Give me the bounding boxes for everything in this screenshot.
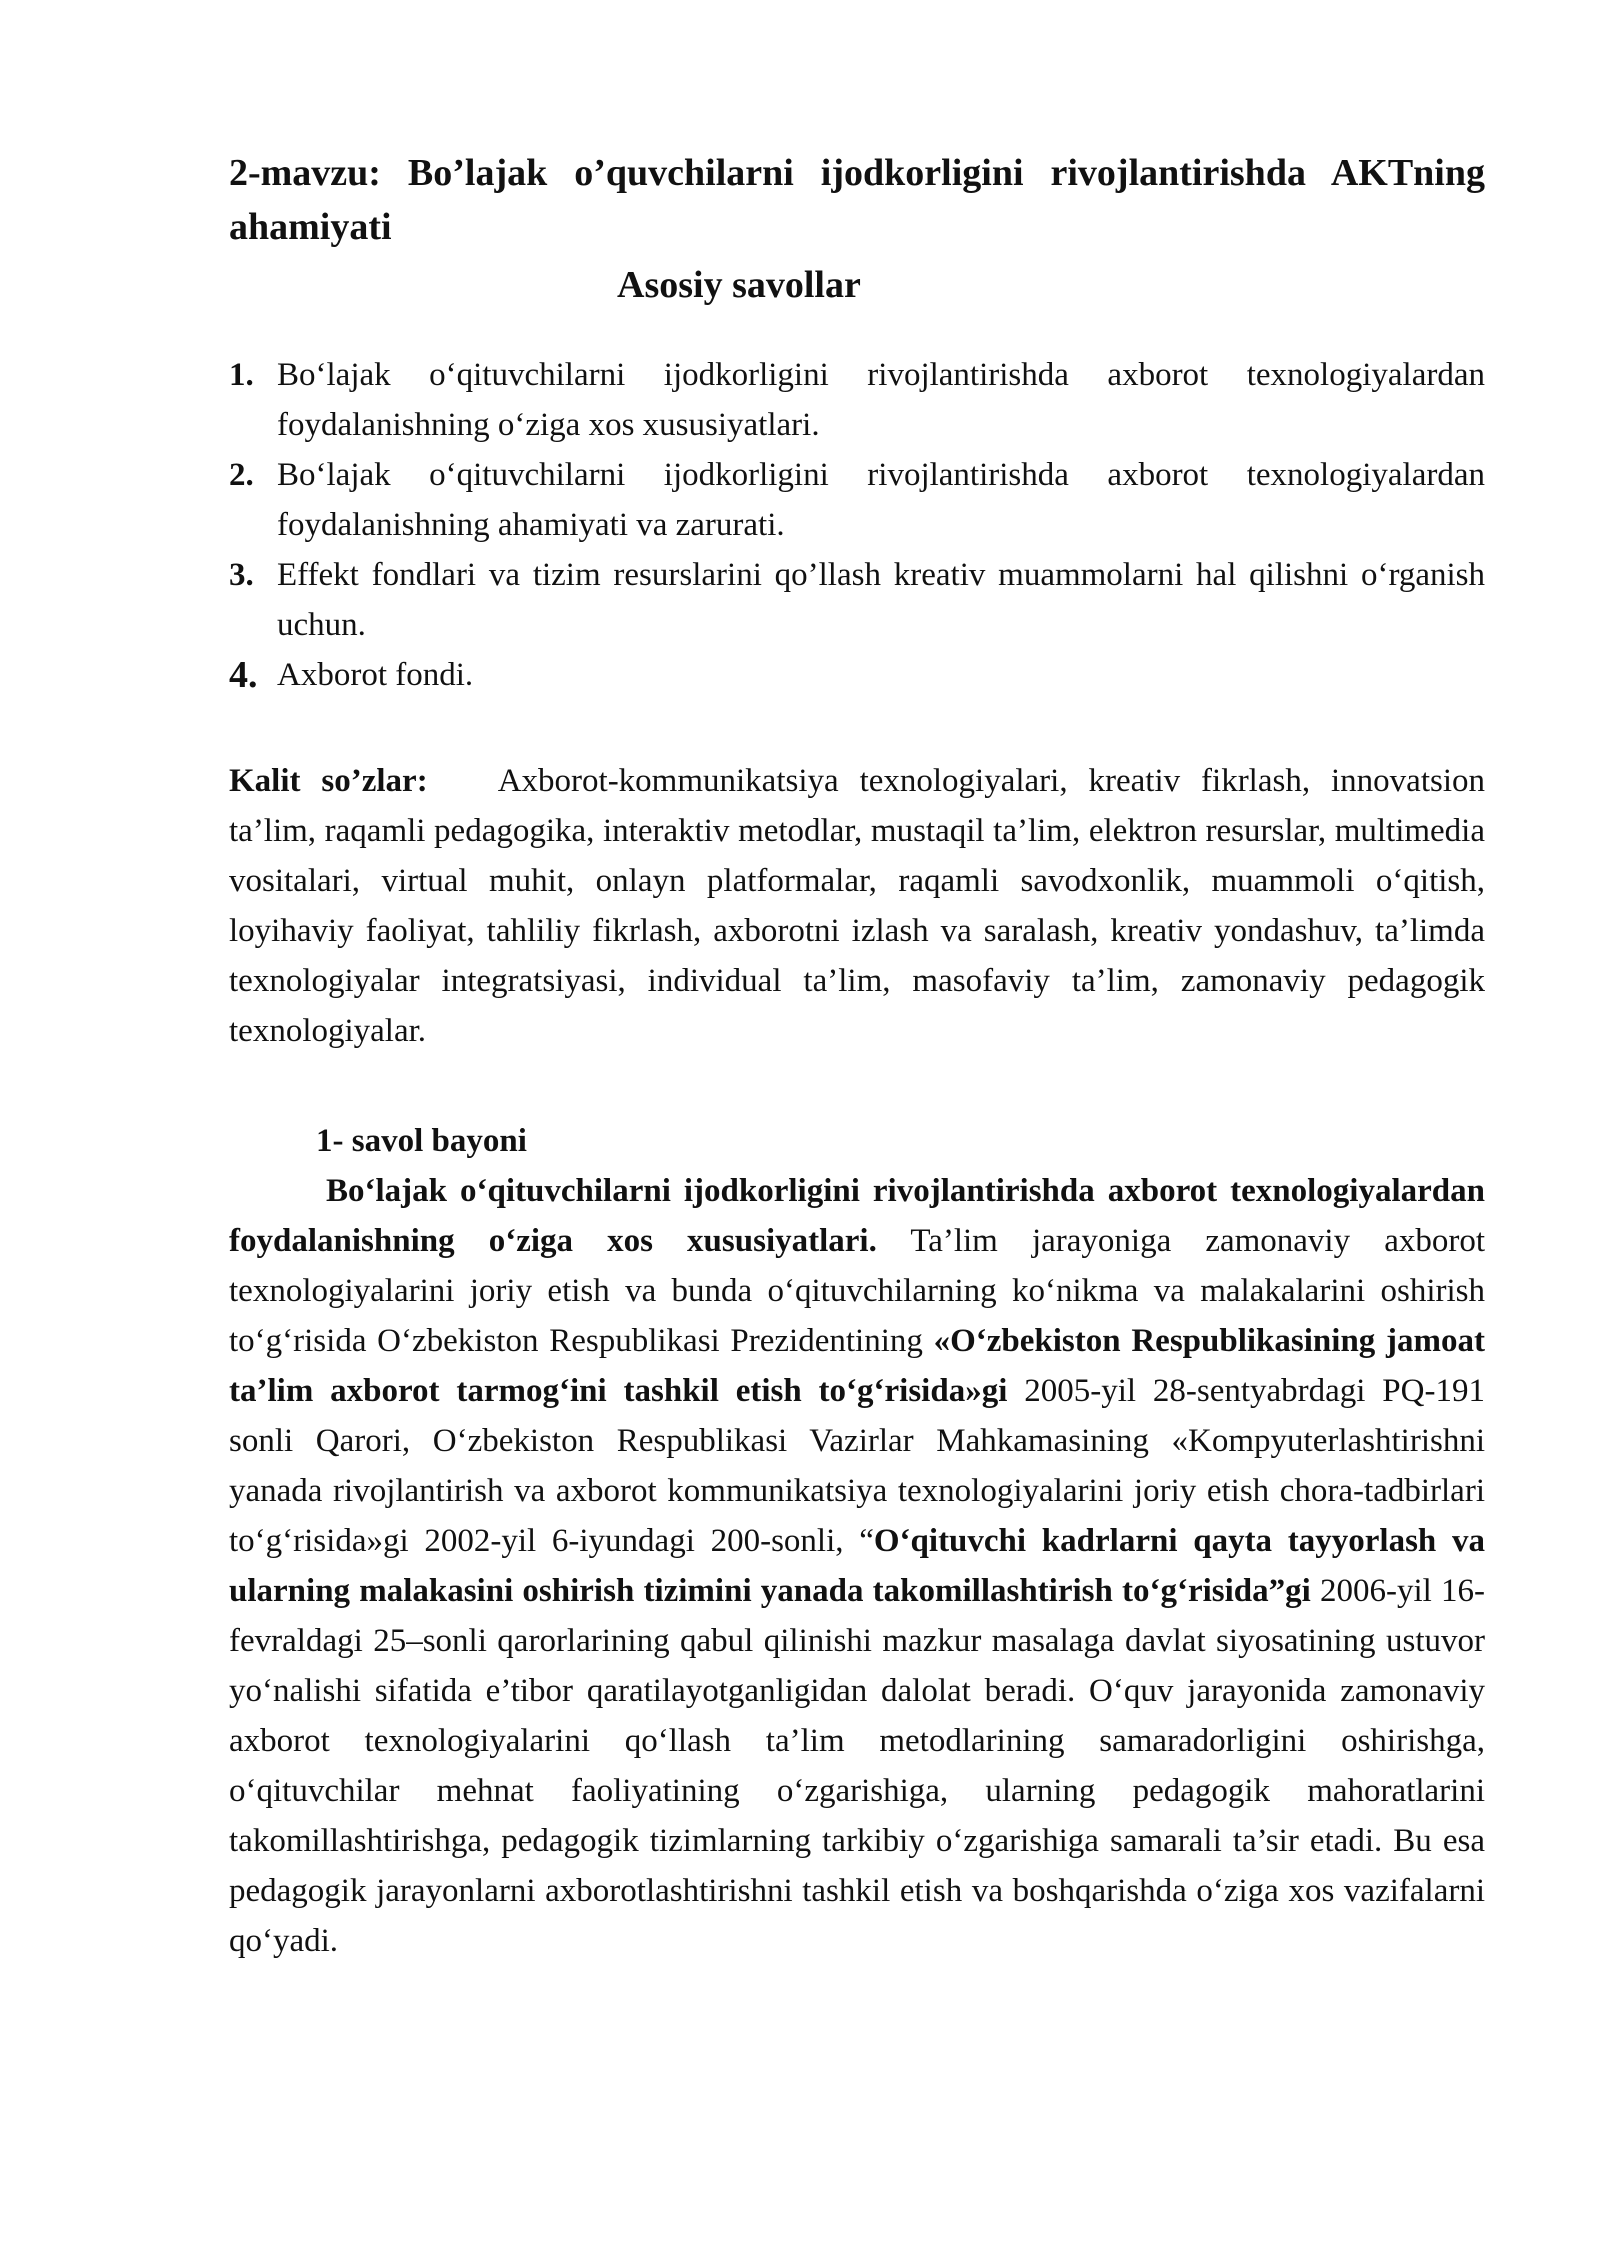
paragraph-bold-decree-title: «Oʻzbekiston Respublikasining jamoat ta’lim axborot tarmogʻini tashkil etish toʻgʻrisida»gi [229, 1323, 1485, 1409]
keywords-paragraph [229, 756, 1485, 1056]
question-number: 3. [229, 557, 254, 593]
question-text: Axborot fondi. [277, 657, 474, 693]
questions-list [229, 350, 1485, 700]
topic-title: 2-mavzu: Bo’lajak o’quvchilarni ijodkorligini rivojlantirishda AKTning ahamiyati [229, 152, 1485, 248]
paragraph-text: 2006-yil 16-fevraldagi 25–sonli qarorlarining qabul qilinishi mazkur masalaga davlat siyosatining ustuvor yoʻnalishi sifatida e’tibor qaratilayotganligidan dalolat beradi. Oʻquv jarayonida zamonaviy axborot texnologiyalarini qoʻllash ta’lim metodlarining samaradorligini oshirishga, oʻqituvchilar mehnat faoliyatining oʻzgarishiga, ularning pedagogik mahoratlarini takomillashtirishga, pedagogik tizimlarning tarkibiy oʻzgarishiga samarali ta’sir etadi. Bu esa pedagogik jarayonlarni axborotlashtirishni tashkil etish va boshqarishda oʻziga xos vazifalarni qoʻyadi. [229, 1573, 1485, 1959]
paragraph-text: 2005-yil 28-sentyabrdagi PQ-191 sonli Qarori, Oʻzbekiston Respublikasi Vazirlar Mahkamasining «Kompyuterlashtirishni yanada rivojlantirish va axborot kommunikatsiya texnologiyalarini joriy etish chora-tadbirlari toʻgʻrisida»gi 2002-yil 6-iyundagi 200-sonli, “ [229, 1373, 1485, 1559]
paragraph-text: Ta’lim jarayoniga zamonaviy axborot texnologiyalarini joriy etish va bunda oʻqituvchilarning koʻnikma va malakalarini oshirish toʻgʻrisida Oʻzbekiston Respublikasi Prezidentining [229, 1223, 1486, 1359]
main-questions-heading: Asosiy savollar [617, 264, 861, 306]
question-number: 4. [229, 654, 258, 696]
body-paragraph [229, 1166, 1485, 1966]
question-number: 2. [229, 457, 254, 493]
paragraph-bold-resolution-title: Oʻqituvchi kadrlarni qayta tayyorlash va ularning malakasini oshirish tizimini yanada takomillashtirish toʻgʻrisida”gi [229, 1523, 1485, 1609]
paragraph-bold-lead: Boʻlajak oʻqituvchilarni ijodkorligini rivojlantirishda axborot texnologiyalardan foydalanishning oʻziga xos xususiyatlari. [229, 1173, 1485, 1259]
keywords-label: Kalit so’zlar: [229, 763, 428, 799]
question-item [229, 550, 1485, 650]
question-number: 1. [229, 357, 254, 393]
question-text: Effekt fondlari va tizim resurslarini qo’llash kreativ muammolarni hal qilishni oʻrganish uchun. [277, 557, 1485, 643]
document-content [229, 146, 1485, 1966]
question-item [229, 450, 1485, 550]
question-item [229, 650, 1485, 700]
keywords-text: Axborot-kommunikatsiya texnologiyalari, kreativ fikrlash, innovatsion ta’lim, raqamli pedagogika, interaktiv metodlar, mustaqil ta’lim, elektron resurslar, multimedia vositalari, virtual muhit, onlayn platformalar, raqamli savodxonlik, muammoli oʻqitish, loyihaviy faoliyat, tahliliy fikrlash, axborotni izlash va saralash, kreativ yondashuv, ta’limda texnologiyalar integratsiyasi, individual ta’lim, masofaviy ta’lim, zamonaviy pedagogik texnologiyalar. [229, 763, 1486, 1049]
section-heading: 1- savol bayoni [316, 1123, 527, 1159]
question-item [229, 350, 1485, 450]
question-text: Boʻlajak oʻqituvchilarni ijodkorligini rivojlantirishda axborot texnologiyalardan foydalanishning ahamiyati va zarurati. [277, 457, 1485, 543]
question-text: Boʻlajak oʻqituvchilarni ijodkorligini rivojlantirishda axborot texnologiyalardan foydalanishning oʻziga xos xususiyatlari. [277, 357, 1485, 443]
